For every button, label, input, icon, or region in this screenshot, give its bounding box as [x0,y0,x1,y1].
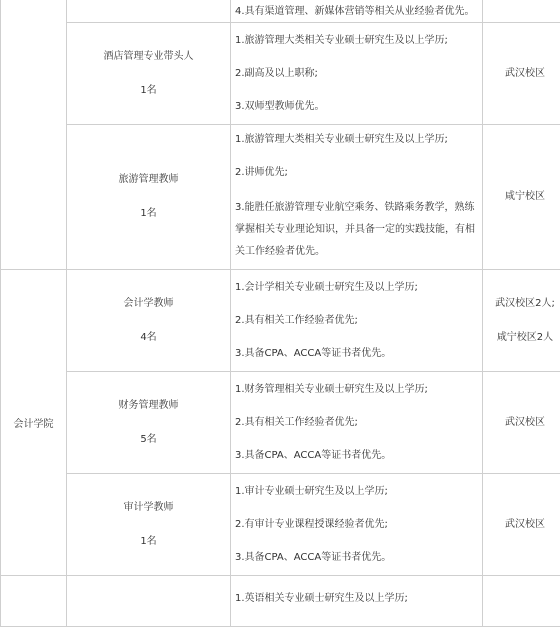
position-count: 5名 [67,432,230,448]
position-title: 酒店管理专业带头人 [67,49,230,65]
location-cell [483,372,560,474]
requirement-line: 1.财务管理相关专业硕士研究生及以上学历; [235,381,478,398]
table-row [1,474,560,576]
position-cell [67,125,231,270]
location-text: 咸宁校区 [483,189,560,205]
department-cell [1,0,67,270]
requirement-line: 3.双师型教师优先。 [235,98,478,115]
position-title: 会计学教师 [67,296,230,312]
table-row [1,576,560,627]
position-cell [67,23,231,125]
department-name: 会计学院 [14,419,54,430]
location-cell [483,474,560,576]
requirement-line: 1.会计学相关专业硕士研究生及以上学历; [235,279,478,296]
requirement-line: 3.具备CPA、ACCA等证书者优先。 [235,549,478,566]
position-cell [67,270,231,372]
requirement-line: 3.具备CPA、ACCA等证书者优先。 [235,345,478,362]
requirement-line: 4.具有渠道管理、新媒体营销等相关从业经验者优先。 [235,3,478,20]
requirements-cell [231,125,483,270]
location-cell [483,23,560,125]
requirement-line: 2.讲师优先; [235,164,478,181]
requirement-line: 2.具有相关工作经验者优先; [235,414,478,431]
position-cell [67,0,231,23]
location-cell [483,270,560,372]
requirement-line: 1.旅游管理大类相关专业硕士研究生及以上学历; [235,131,478,148]
department-cell [1,576,67,627]
location-text: 武汉校区2人; [483,296,560,312]
requirement-line: 1.审计专业硕士研究生及以上学历; [235,483,478,500]
requirements-cell [231,0,483,23]
requirement-line: 2.副高及以上职称; [235,65,478,82]
location-text: 武汉校区 [483,415,560,431]
requirement-line: 3.具备CPA、ACCA等证书者优先。 [235,447,478,464]
location-cell [483,576,560,627]
requirement-line: 3.能胜任旅游管理专业航空乘务、铁路乘务教学，熟练掌握相关专业理论知识，并具备一定的实践技能，有相关工作经验者优先。 [235,197,478,263]
requirements-cell [231,23,483,125]
table-row [1,23,560,125]
position-count: 1名 [67,83,230,99]
position-cell [67,372,231,474]
position-title: 财务管理教师 [67,398,230,414]
requirement-line: 2.有审计专业课程授课经验者优先; [235,516,478,533]
requirement-line: 2.具有相关工作经验者优先; [235,312,478,329]
requirements-cell [231,474,483,576]
department-cell [1,270,67,576]
requirement-line: 1.旅游管理大类相关专业硕士研究生及以上学历; [235,32,478,49]
position-title: 旅游管理教师 [67,172,230,188]
position-cell [67,576,231,627]
requirements-cell [231,270,483,372]
table-row [1,0,560,23]
location-cell [483,125,560,270]
requirements-cell [231,372,483,474]
location-text: 咸宁校区2人 [483,330,560,346]
table-row [1,270,560,372]
table-row [1,372,560,474]
position-count: 4名 [67,330,230,346]
location-text: 武汉校区 [483,517,560,533]
position-title: 审计学教师 [67,500,230,516]
position-count: 1名 [67,534,230,550]
requirements-cell [231,576,483,627]
position-cell [67,474,231,576]
location-cell [483,0,560,23]
position-count: 1名 [67,206,230,222]
requirement-line: 1.英语相关专业硕士研究生及以上学历; [235,590,478,607]
location-text: 武汉校区 [483,66,560,82]
table-row [1,125,560,270]
